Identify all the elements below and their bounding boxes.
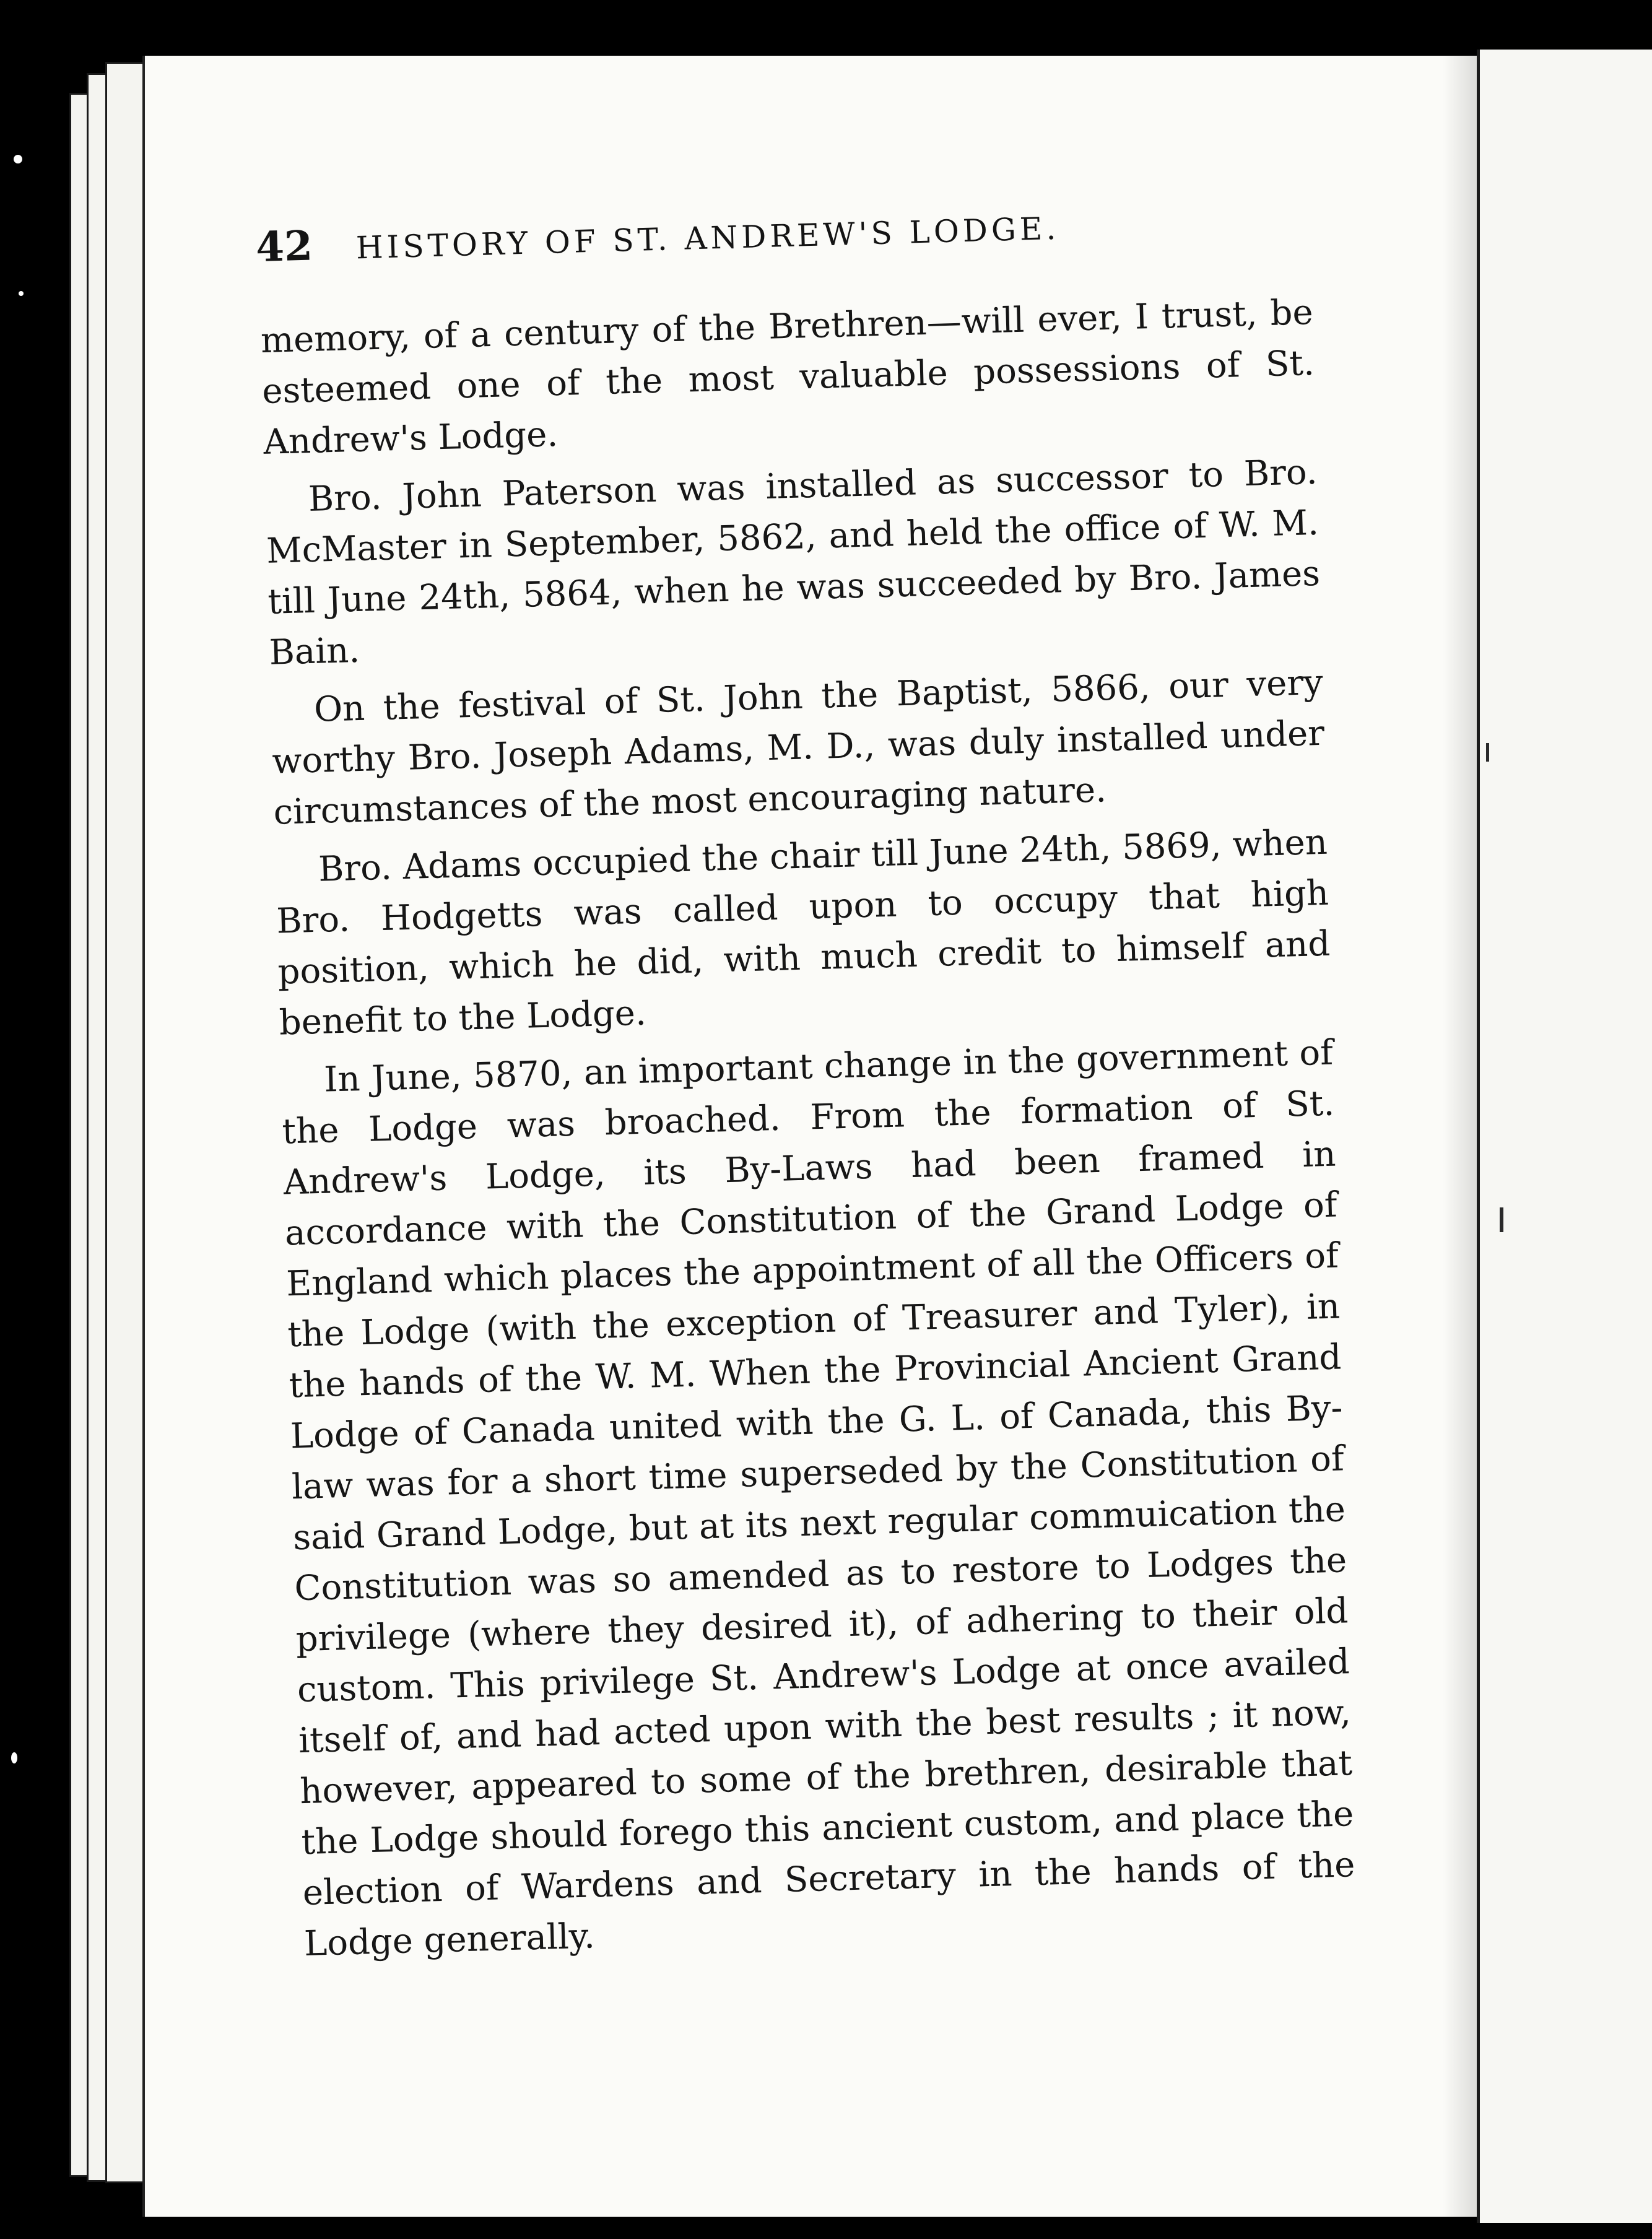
facing-page-mark: [1500, 1207, 1503, 1232]
scan-speck: [14, 155, 22, 163]
paragraph: Bro. John Paterson was installed as successor to Bro. McMaster in September, 5862, and held the office of W. M. till June 24th, 5864, when he was succeeded by Bro. James Bain.: [266, 451, 1321, 673]
scan-speck: [11, 1752, 17, 1763]
scan-speck: [19, 291, 24, 296]
body-text: [260, 287, 1357, 1977]
paragraph: Bro. Adams occupied the chair till June 24th, 5869, when Bro. Hodgetts was called upon to occupy that high position, which he did, with much credit to himself and benefit to the Lodge.: [276, 822, 1331, 1043]
scan-top-border: [0, 0, 1652, 57]
page-number: 42: [255, 221, 314, 271]
running-title: HISTORY OF ST. ANDREW'S LODGE.: [355, 210, 1060, 266]
facing-page: [1477, 50, 1652, 2223]
gutter-shadow: [1443, 50, 1477, 2223]
paragraph: memory, of a century of the Brethren—will ever, I trust, be esteemed one of the most valuable possessions of St. Andrew's Lodge.: [260, 292, 1315, 463]
paragraph: In June, 5870, an important change in the government of the Lodge was broached. From the formation of St. Andrew's Lodge, its By-Laws had been framed in accordance with the Constitution of the Grand Lodge of England which places the appointment of all the Officers of the Lodge (with the exception of Treasurer and Tyler), in the hands of the W. M. When the Provincial Ancient Grand Lodge of Canada united with the G. L. of Canada, this By-law was for a short time superseded by the Constitution of said Grand Lodge, but at its next regular commuication the Constitution was so amended as to restore to Lodges the privilege (where they desired it), of adhering to their old custom. This privilege St. Andrew's Lodge at once availed itself of, and had acted upon with the best results ; it now, however, appeared to some of the brethren, desirable that the Lodge should forego this ancient custom, and place the election of Wardens and Secretary in the hands of the Lodge generally.: [281, 1032, 1356, 1965]
paragraph: On the festival of St. John the Baptist, 5866, our very worthy Bro. Joseph Adams, M. D., was duly installed under circumstances of the most encouraging nature.: [271, 662, 1325, 833]
facing-page-mark: [1486, 743, 1489, 762]
